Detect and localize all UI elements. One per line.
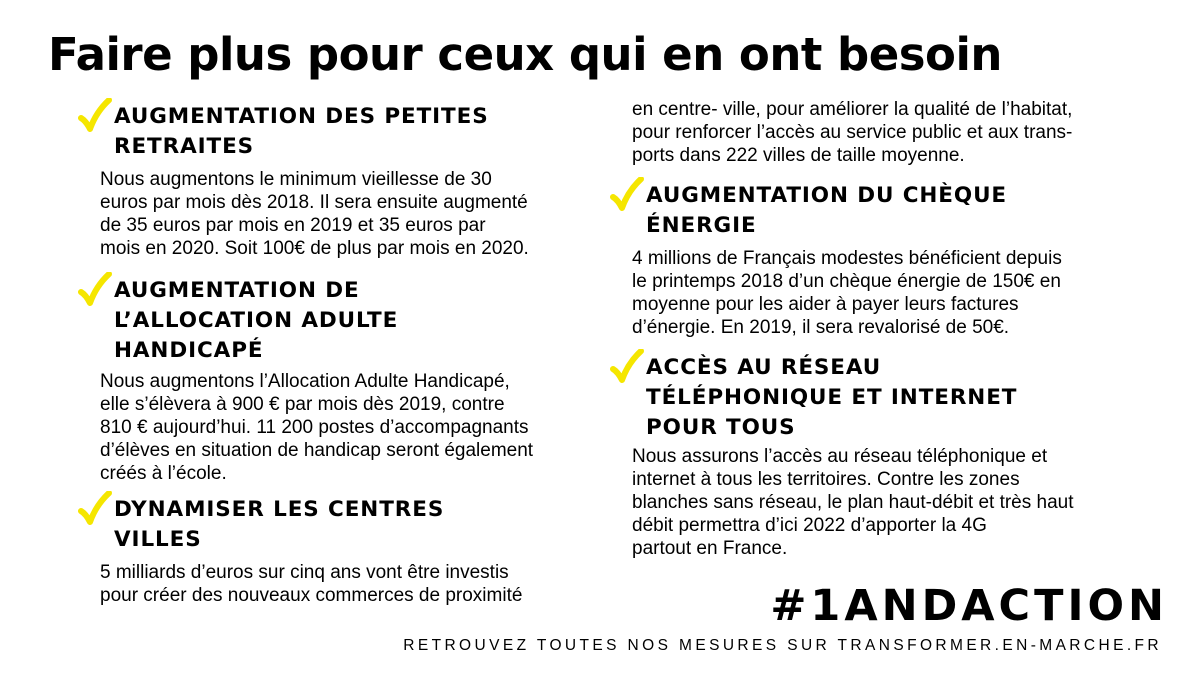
section-heading — [610, 353, 1170, 443]
checkmark-icon — [78, 272, 112, 308]
footer-link-text: RETROUVEZ TOUTES NOS MESURES SUR TRANSFORMER.EN-MARCHE.FR — [403, 637, 1162, 654]
campaign-hashtag: #1ANDACTION — [770, 581, 1168, 631]
section-centres-villes — [78, 495, 588, 607]
section-heading-text: AUGMENTATION DES PETITES RETRAITES — [114, 104, 489, 159]
section-body: Nous augmentons l’Allocation Adulte Handicapé, elle s’élèvera à 900 € par mois dès 2019, contre 810 € aujourd’hui. 11 200 postes d’accompagnants d’élèves en situation de handicap seront également créés à l’école. — [100, 371, 534, 484]
right-column — [610, 98, 1170, 560]
section-heading — [78, 276, 588, 366]
page-title: Faire plus pour ceux qui en ont besoin — [48, 28, 1002, 81]
section-body: 4 millions de Français modestes bénéficient depuis le printemps 2018 d’un chèque énergie de 150€ en moyenne pour les aider à payer leurs factures d’énergie. En 2019, il sera revalorisé de 50€. — [632, 248, 1062, 338]
section-heading-text: ACCÈS AU RÉSEAU TÉLÉPHONIQUE ET INTERNET POUR TOUS — [646, 355, 1018, 440]
section-heading-text: DYNAMISER LES CENTRES VILLES — [114, 497, 445, 552]
checkmark-icon — [78, 491, 112, 527]
checkmark-icon — [610, 177, 644, 213]
section-heading — [78, 102, 588, 162]
left-column — [78, 102, 588, 607]
section-body: 5 milliards d’euros sur cinq ans vont être investis pour créer des nouveaux commerces de proximité — [100, 562, 523, 606]
section-heading — [610, 181, 1170, 241]
section-reseau-telephonique-internet — [610, 353, 1170, 560]
section-body: Nous augmentons le minimum vieillesse de 30 euros par mois dès 2018. Il sera ensuite augmenté de 35 euros par mois en 2019 et 35 euros par mois en 2020. Soit 100€ de plus par mois en 2020. — [100, 169, 529, 259]
continuation-text: en centre- ville, pour améliorer la qualité de l’habitat, pour renforcer l’accès au service public et aux trans- ports dans 222 villes de taille moyenne. — [632, 99, 1073, 166]
section-cheque-energie — [610, 181, 1170, 339]
section-heading-text: AUGMENTATION DE L’ALLOCATION ADULTE HANDICAPÉ — [114, 278, 399, 363]
section-body: Nous assurons l’accès au réseau téléphonique et internet à tous les territoires. Contre les zones blanches sans réseau, le plan haut-débit et très haut débit permettra d’ici 2022 d’apporter la 4G partout en France. — [632, 446, 1074, 559]
section-petites-retraites — [78, 102, 588, 260]
checkmark-icon — [78, 98, 112, 134]
section-heading — [78, 495, 588, 555]
section-allocation-adulte-handicape — [78, 276, 588, 485]
checkmark-icon — [610, 349, 644, 385]
section-heading-text: AUGMENTATION DU CHÈQUE ÉNERGIE — [646, 183, 1008, 238]
